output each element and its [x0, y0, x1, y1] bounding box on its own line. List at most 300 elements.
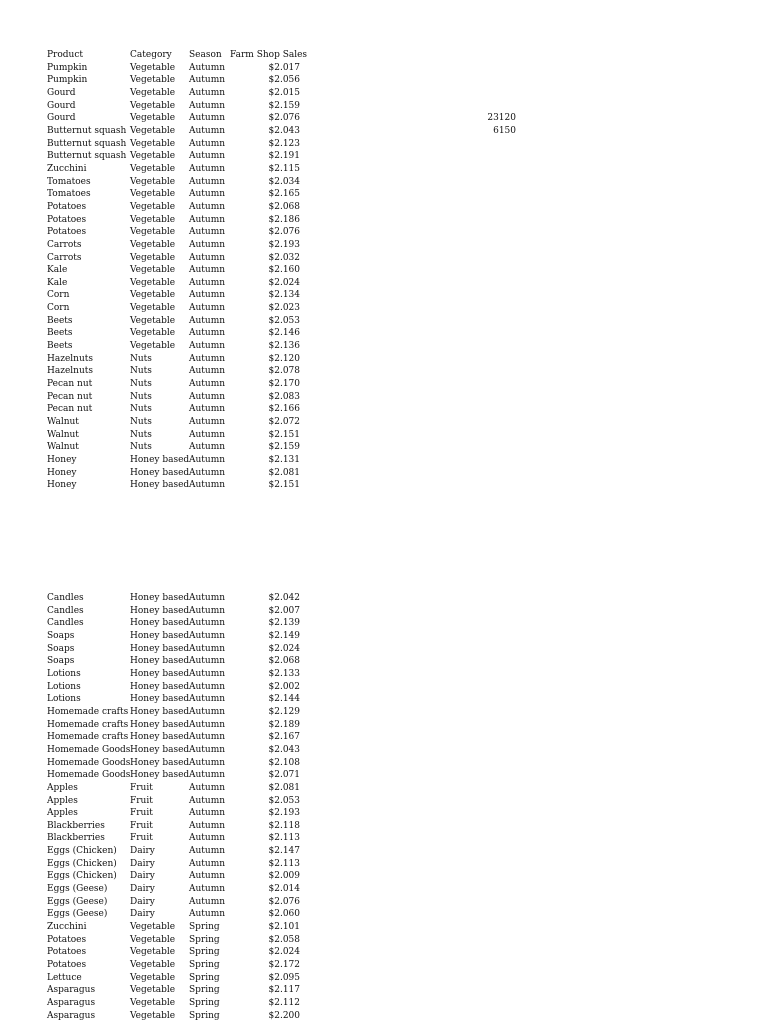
product-cell: Potatoes [47, 960, 87, 971]
table-row [47, 643, 307, 656]
table-row [47, 832, 307, 845]
season-cell: Autumn [189, 782, 226, 793]
product-cell: Lotions [47, 694, 81, 705]
product-cell: Eggs (Geese) [47, 896, 108, 907]
product-cell: Carrots [47, 252, 82, 263]
product-cell: Asparagus [47, 998, 96, 1008]
season-cell: Autumn [189, 404, 226, 415]
category-cell: Nuts [130, 379, 152, 390]
category-cell: Honey based [130, 455, 190, 465]
season-cell: Autumn [189, 757, 226, 768]
category-cell: Honey based [130, 480, 190, 491]
season-cell: Autumn [189, 328, 226, 339]
table-row [47, 365, 307, 378]
category-cell: Vegetable [130, 315, 176, 326]
table-row [47, 378, 307, 391]
sales-cell: $2.058 [268, 934, 300, 945]
sales-cell: $2.095 [268, 972, 300, 983]
sales-cell: $2.149 [268, 630, 300, 641]
season-cell: Autumn [189, 681, 226, 692]
table-row [47, 681, 307, 694]
product-cell: Blackberries [47, 820, 105, 831]
sales-cell: $2.147 [268, 846, 300, 857]
season-cell: Autumn [189, 884, 226, 895]
sales-cell: $2.076 [268, 896, 300, 907]
season-cell: Autumn [189, 871, 226, 882]
sales-cell: $2.002 [268, 681, 300, 692]
season-cell: Autumn [189, 694, 226, 705]
table-row [47, 416, 307, 429]
product-cell: Tomatoes [47, 189, 91, 200]
table-row [47, 125, 307, 138]
season-cell: Spring [189, 922, 220, 933]
side-value: 6150 [493, 126, 516, 137]
header-season: Season [189, 50, 222, 60]
sales-cell: $2.165 [268, 189, 300, 200]
category-cell: Vegetable [130, 303, 176, 314]
table-row [47, 429, 307, 442]
table-row [47, 403, 307, 416]
season-cell: Autumn [189, 668, 226, 679]
sales-cell: $2.115 [268, 163, 300, 174]
sales-cell: $2.118 [268, 820, 300, 831]
season-cell: Spring [189, 934, 220, 945]
product-cell: Gourd [47, 113, 76, 124]
header-row [47, 49, 307, 62]
season-cell: Autumn [189, 593, 226, 603]
category-cell: Honey based [130, 694, 190, 705]
sales-cell: $2.060 [268, 909, 300, 920]
season-cell: Autumn [189, 808, 226, 819]
season-cell: Autumn [189, 113, 226, 124]
category-cell: Nuts [130, 442, 152, 453]
season-cell: Autumn [189, 201, 226, 212]
table-row [47, 327, 307, 340]
product-cell: Eggs (Chicken) [47, 858, 117, 869]
product-cell: Honey [47, 467, 77, 478]
product-cell: Homemade Goods [47, 757, 131, 768]
category-cell: Vegetable [130, 972, 176, 983]
table-row [47, 997, 307, 1010]
sales-cell: $2.129 [268, 706, 300, 717]
table-row [47, 239, 307, 252]
season-cell: Autumn [189, 656, 226, 667]
product-cell: Homemade Goods [47, 770, 131, 781]
table-row [47, 706, 307, 719]
table-row [47, 592, 307, 605]
sales-cell: $2.014 [268, 884, 300, 895]
table-row [47, 201, 307, 214]
season-cell: Autumn [189, 62, 226, 73]
sales-cell: $2.108 [268, 757, 300, 768]
category-cell: Vegetable [130, 239, 176, 250]
table-row [47, 934, 307, 947]
product-cell: Eggs (Geese) [47, 909, 108, 920]
season-cell: Autumn [189, 630, 226, 641]
season-cell: Spring [189, 972, 220, 983]
category-cell: Dairy [130, 846, 155, 857]
sales-cell: $2.024 [268, 947, 300, 958]
product-cell: Butternut squash [47, 138, 127, 149]
season-cell: Autumn [189, 303, 226, 314]
product-cell: Pumpkin [47, 75, 88, 86]
table-row [47, 908, 307, 921]
category-cell: Honey based [130, 656, 190, 667]
product-cell: Soaps [47, 630, 75, 641]
category-cell: Honey based [130, 744, 190, 755]
season-cell: Spring [189, 998, 220, 1008]
product-cell: Apples [47, 782, 78, 793]
table-row [47, 693, 307, 706]
season-cell: Spring [189, 947, 220, 958]
product-cell: Pecan nut [47, 391, 93, 402]
table-row [47, 870, 307, 883]
sales-cell: $2.076 [268, 227, 300, 238]
table-row [47, 972, 307, 985]
sales-cell: $2.146 [268, 328, 300, 339]
category-cell: Fruit [130, 808, 153, 819]
table-row [47, 668, 307, 681]
product-cell: Beets [47, 315, 73, 326]
table-row [47, 858, 307, 871]
header-product: Product [47, 50, 83, 60]
sales-cell: $2.101 [268, 922, 300, 933]
season-cell: Autumn [189, 643, 226, 654]
sales-cell: $2.167 [268, 732, 300, 743]
season-cell: Autumn [189, 100, 226, 111]
table-row [47, 302, 307, 315]
sales-cell: $2.193 [268, 808, 300, 819]
table-row [47, 467, 307, 480]
season-cell: Autumn [189, 227, 226, 238]
sales-cell: $2.113 [268, 833, 300, 844]
table-row [47, 782, 307, 795]
table-row [47, 340, 307, 353]
product-cell: Carrots [47, 239, 82, 250]
category-cell: Vegetable [130, 189, 176, 200]
product-cell: Eggs (Chicken) [47, 846, 117, 857]
category-cell: Dairy [130, 909, 155, 920]
category-cell: Vegetable [130, 985, 176, 996]
category-cell: Vegetable [130, 934, 176, 945]
table-block-2 [47, 592, 307, 1022]
table-row [47, 264, 307, 277]
sales-cell: $2.034 [268, 176, 300, 187]
sales-cell: $2.042 [268, 593, 300, 603]
category-cell: Vegetable [130, 252, 176, 263]
season-cell: Autumn [189, 732, 226, 743]
sales-cell: $2.112 [268, 998, 300, 1008]
sales-cell: $2.083 [268, 391, 300, 402]
product-cell: Soaps [47, 643, 75, 654]
table-row [47, 984, 307, 997]
season-cell: Autumn [189, 833, 226, 844]
category-cell: Vegetable [130, 227, 176, 238]
category-cell: Vegetable [130, 998, 176, 1008]
category-cell: Dairy [130, 871, 155, 882]
season-cell: Autumn [189, 429, 226, 440]
table-row [47, 617, 307, 630]
category-cell: Honey based [130, 706, 190, 717]
product-cell: Homemade crafts [47, 719, 129, 730]
season-cell: Autumn [189, 151, 226, 162]
category-cell: Honey based [130, 757, 190, 768]
category-cell: Honey based [130, 618, 190, 629]
sales-cell: $2.081 [268, 782, 300, 793]
sales-cell: $2.117 [268, 985, 300, 996]
sales-cell: $2.068 [268, 656, 300, 667]
season-cell: Autumn [189, 277, 226, 288]
table-row [47, 87, 307, 100]
category-cell: Vegetable [130, 87, 176, 98]
sales-cell: $2.023 [268, 303, 300, 314]
table-row [47, 744, 307, 757]
sales-cell: $2.076 [268, 113, 300, 124]
sales-cell: $2.200 [268, 1010, 300, 1021]
sales-cell: $2.186 [268, 214, 300, 225]
sales-cell: $2.032 [268, 252, 300, 263]
product-cell: Hazelnuts [47, 366, 93, 377]
season-cell: Autumn [189, 214, 226, 225]
sales-cell: $2.134 [268, 290, 300, 301]
season-cell: Autumn [189, 189, 226, 200]
side-value: 23120 [487, 113, 516, 124]
table-row [47, 150, 307, 163]
category-cell: Fruit [130, 795, 153, 806]
sales-cell: $2.136 [268, 341, 300, 352]
product-cell: Homemade crafts [47, 732, 129, 743]
product-cell: Butternut squash [47, 151, 127, 162]
table-row [47, 769, 307, 782]
product-cell: Walnut [47, 429, 79, 440]
sales-cell: $2.160 [268, 265, 300, 276]
category-cell: Vegetable [130, 265, 176, 276]
product-cell: Pecan nut [47, 404, 93, 415]
product-cell: Asparagus [47, 985, 96, 996]
table-row [47, 605, 307, 618]
category-cell: Nuts [130, 404, 152, 415]
season-cell: Autumn [189, 163, 226, 174]
table-row [47, 100, 307, 113]
season-cell: Autumn [189, 467, 226, 478]
product-cell: Potatoes [47, 934, 87, 945]
category-cell: Vegetable [130, 100, 176, 111]
sales-cell: $2.071 [268, 770, 300, 781]
season-cell: Autumn [189, 252, 226, 263]
table-row [47, 921, 307, 934]
header-sales: Farm Shop Sales [230, 50, 308, 60]
season-cell: Autumn [189, 417, 226, 428]
product-cell: Beets [47, 328, 73, 339]
product-cell: Kale [47, 265, 68, 276]
sales-cell: $2.172 [268, 960, 300, 971]
category-cell: Vegetable [130, 62, 176, 73]
season-cell: Autumn [189, 795, 226, 806]
category-cell: Vegetable [130, 922, 176, 933]
category-cell: Honey based [130, 668, 190, 679]
table-row [47, 731, 307, 744]
season-cell: Autumn [189, 770, 226, 781]
category-cell: Fruit [130, 782, 153, 793]
category-cell: Vegetable [130, 960, 176, 971]
product-cell: Candles [47, 618, 84, 629]
category-cell: Honey based [130, 770, 190, 781]
season-cell: Autumn [189, 846, 226, 857]
season-cell: Spring [189, 960, 220, 971]
category-cell: Dairy [130, 858, 155, 869]
product-cell: Lettuce [47, 972, 82, 983]
sales-cell: $2.166 [268, 404, 300, 415]
season-cell: Autumn [189, 341, 226, 352]
product-cell: Candles [47, 593, 84, 603]
sales-cell: $2.043 [268, 744, 300, 755]
season-cell: Autumn [189, 820, 226, 831]
sales-cell: $2.120 [268, 353, 300, 364]
category-cell: Vegetable [130, 341, 176, 352]
category-cell: Honey based [130, 593, 190, 603]
season-cell: Autumn [189, 909, 226, 920]
table-row [47, 630, 307, 643]
product-cell: Homemade Goods [47, 744, 131, 755]
table-row [47, 820, 307, 833]
table-row [47, 252, 307, 265]
table-row [47, 845, 307, 858]
table-row [47, 959, 307, 972]
category-cell: Nuts [130, 366, 152, 377]
sales-cell: $2.151 [268, 480, 300, 491]
sales-cell: $2.007 [268, 605, 300, 616]
category-cell: Vegetable [130, 290, 176, 301]
category-cell: Vegetable [130, 277, 176, 288]
product-cell: Corn [47, 303, 70, 314]
sales-cell: $2.072 [268, 417, 300, 428]
product-cell: Potatoes [47, 227, 87, 238]
sales-cell: $2.053 [268, 315, 300, 326]
season-cell: Autumn [189, 391, 226, 402]
category-cell: Vegetable [130, 113, 176, 124]
sales-cell: $2.043 [268, 125, 300, 136]
table-row [47, 289, 307, 302]
product-cell: Honey [47, 455, 77, 465]
table-row [47, 391, 307, 404]
sales-cell: $2.159 [268, 442, 300, 453]
season-cell: Autumn [189, 366, 226, 377]
product-cell: Soaps [47, 656, 75, 667]
product-cell: Honey [47, 480, 77, 491]
table-row [47, 74, 307, 87]
product-cell: Lotions [47, 681, 81, 692]
product-cell: Homemade crafts [47, 706, 129, 717]
category-cell: Nuts [130, 353, 152, 364]
category-cell: Honey based [130, 681, 190, 692]
table-row [47, 188, 307, 201]
sales-cell: $2.024 [268, 643, 300, 654]
category-cell: Vegetable [130, 201, 176, 212]
sales-cell: $2.053 [268, 795, 300, 806]
category-cell: Fruit [130, 820, 153, 831]
season-cell: Autumn [189, 455, 226, 465]
season-cell: Autumn [189, 125, 226, 136]
season-cell: Autumn [189, 176, 226, 187]
product-cell: Eggs (Chicken) [47, 871, 117, 882]
category-cell: Honey based [130, 630, 190, 641]
category-cell: Dairy [130, 884, 155, 895]
category-cell: Vegetable [130, 176, 176, 187]
sales-cell: $2.159 [268, 100, 300, 111]
product-cell: Zucchini [47, 163, 87, 174]
product-cell: Zucchini [47, 922, 87, 933]
season-cell: Autumn [189, 75, 226, 86]
category-cell: Vegetable [130, 947, 176, 958]
season-cell: Autumn [189, 239, 226, 250]
sales-cell: $2.123 [268, 138, 300, 149]
product-cell: Potatoes [47, 214, 87, 225]
season-cell: Autumn [189, 706, 226, 717]
season-cell: Autumn [189, 480, 226, 491]
season-cell: Autumn [189, 353, 226, 364]
product-cell: Beets [47, 341, 73, 352]
sales-cell: $2.017 [268, 62, 300, 73]
product-cell: Gourd [47, 100, 76, 111]
table-row [47, 226, 307, 239]
category-cell: Vegetable [130, 1010, 176, 1021]
category-cell: Nuts [130, 391, 152, 402]
table-row [47, 176, 307, 189]
product-cell: Walnut [47, 417, 79, 428]
table-row [47, 112, 307, 125]
sales-cell: $2.081 [268, 467, 300, 478]
sales-cell: $2.078 [268, 366, 300, 377]
category-cell: Dairy [130, 896, 155, 907]
product-cell: Pecan nut [47, 379, 93, 390]
table-row [47, 655, 307, 668]
product-cell: Hazelnuts [47, 353, 93, 364]
season-cell: Spring [189, 1010, 220, 1021]
category-cell: Vegetable [130, 75, 176, 86]
sales-cell: $2.151 [268, 429, 300, 440]
season-cell: Autumn [189, 379, 226, 390]
table-row [47, 441, 307, 454]
sales-cell: $2.056 [268, 75, 300, 86]
table-row [47, 807, 307, 820]
category-cell: Honey based [130, 643, 190, 654]
category-cell: Nuts [130, 429, 152, 440]
header-category: Category [130, 50, 172, 60]
table-row [47, 795, 307, 808]
category-cell: Vegetable [130, 151, 176, 162]
product-cell: Walnut [47, 442, 79, 453]
sales-cell: $2.170 [268, 379, 300, 390]
table-row [47, 1010, 307, 1023]
season-cell: Autumn [189, 265, 226, 276]
sales-cell: $2.131 [268, 455, 300, 465]
product-cell: Butternut squash [47, 125, 127, 136]
product-cell: Gourd [47, 87, 76, 98]
product-cell: Tomatoes [47, 176, 91, 187]
table-row [47, 353, 307, 366]
table-row [47, 163, 307, 176]
category-cell: Vegetable [130, 328, 176, 339]
table-row [47, 896, 307, 909]
product-cell: Apples [47, 808, 78, 819]
table-row [47, 315, 307, 328]
side-values [470, 112, 516, 137]
sales-cell: $2.024 [268, 277, 300, 288]
category-cell: Vegetable [130, 125, 176, 136]
sales-cell: $2.133 [268, 668, 300, 679]
category-cell: Honey based [130, 467, 190, 478]
table-block-1 [47, 49, 307, 492]
